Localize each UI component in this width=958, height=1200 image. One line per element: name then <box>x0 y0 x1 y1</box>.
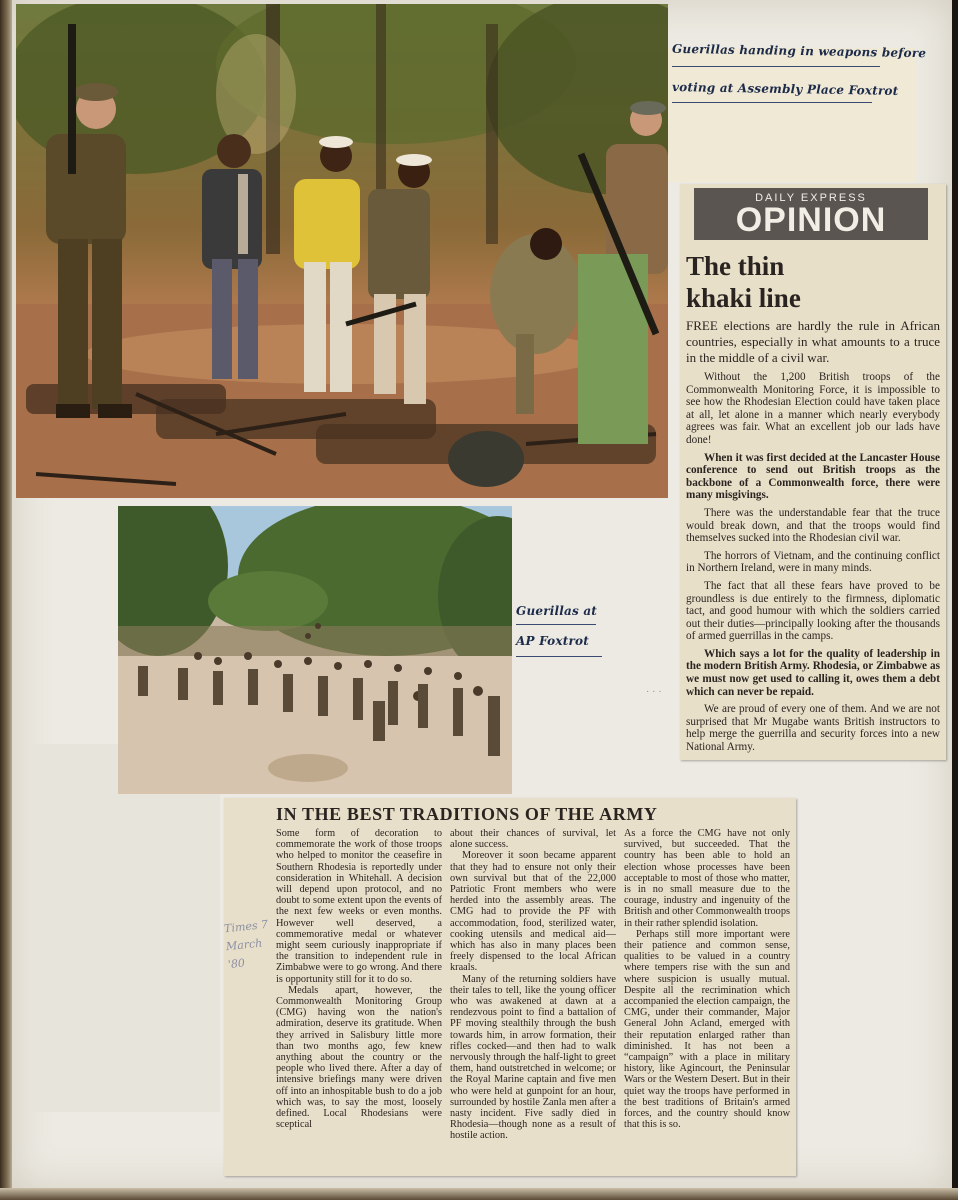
opinion-headline-line2: khaki line <box>686 283 801 313</box>
opinion-body <box>686 318 940 759</box>
opinion-banner <box>694 188 928 240</box>
stray-mark: · · · <box>646 686 662 697</box>
photo1-caption-line1: Guerillas handing in weapons before <box>671 41 927 61</box>
guerrillas-handing-in-weapons-photo <box>16 4 668 498</box>
opinion-paragraph: The fact that all these fears have proved to be groundless is due entirely to the firmness, diplomatic tact, and good humour with which the soldiers carried out their duties—principally looking after the thousands of armed guerrillas in the camps. <box>686 579 940 643</box>
caption-underline <box>516 624 596 625</box>
opinion-paragraph: Which says a lot for the quality of leadership in the modern British Army. Rhodesia, or Zimbabwe as we must now get used to calling it, owes them a debt which can never be repaid. <box>686 647 940 698</box>
traditions-paragraph: Moreover it soon became apparent that they had to ensure not only their own survival but that of the 22,000 Patriotic Front members who were herded into the assembly areas. The CMG had to provide the PF with accommodation, food, sterilized water, cooking utensils and medical aid—which has also in many places been freely dispensed to the local African kraals. <box>450 850 616 974</box>
photo2-caption-line1: Guerillas at <box>516 604 598 618</box>
guerrillas-at-assembly-point-photo <box>118 506 512 794</box>
photo2-caption-line2: AP Foxtrot <box>516 634 589 648</box>
opinion-paragraph: Without the 1,200 British troops of the Commonwealth Monitoring Force, it is impossible to see how the Rhodesian Election could have taken place at all, let alone in a manner which nearly everybody agrees was fair. What an excellent job our lads have done! <box>686 371 940 446</box>
traditions-paragraph: As a force the CMG have not only survived, but succeeded. That the country has been able to hold an election whose processes have been acceptable to most of those who matter, is in no small measure due to the courage, industry and ingenuity of the British and other Commonwealth troops in their rather splendid isolation. <box>624 828 790 929</box>
caption-underline <box>672 102 872 103</box>
opinion-paragraph: When it was first decided at the Lancaster House conference to send out British troops as the backbone of a Commonwealth force, there were many misgivings. <box>686 451 940 502</box>
opinion-clipping <box>680 184 946 760</box>
opinion-paragraph: There was the understandable fear that the truce would break down, and that the troops would find themselves sucked into the Rhodesian civil war. <box>686 506 940 545</box>
traditions-paragraph: Medals apart, however, the Commonwealth Monitoring Group (CMG) having won the nation's admiration, deserve its gratitude. When they arrived in Salisbury little more than two months ago, few knew anything about the country or the people who lived there. After a day of intensive briefings many were driven off into an inhospitable bush to do a job which was, to say the most, loosely defined. Local Rhodesians were sceptical <box>276 984 442 1131</box>
traditions-paragraph: Many of the returning soldiers have their tales to tell, like the young officer who was awakened at dawn at a rendezvous point to find a battalion of PF moving stealthily through the bush towards him, in arrow formation, their rifles cocked—and then had to walk nervously through the half-light to greet them, hand outstretched in welcome; or the Royal Marine captain and five men who were held at gunpoint for an hour, surrounded by hostile Zanla men after a nasty incident. Five sadly died in Rhodesia—though none as a result of hostile action. <box>450 973 616 1142</box>
traditions-clipping <box>224 798 796 1176</box>
margin-note: Times 7 March '80 <box>223 917 269 972</box>
traditions-column-3 <box>624 828 790 1170</box>
traditions-paragraph: Some form of decoration to commemorate the work of those troops who helped to monitor the ceasefire in Southern Rhodesia is reportedly under consideration in Whitehall. A decision will depend upon protocol, and no doubt to some extent upon the events of the next few weeks or even months. However well deserved, a commemorative medal or whatever might seem curiously inappropriate if the transition to independent rule in Zimbabwe were to go wrong. And there is opportunity still for it to do so. <box>276 828 442 985</box>
opinion-paragraph: FREE elections are hardly the rule in African countries, especially in what amounts to a truce in the middle of a civil war. <box>686 318 940 365</box>
caption-underline <box>516 656 602 657</box>
opinion-paragraph: The horrors of Vietnam, and the continuing conflict in Northern Ireland, were in many minds. <box>686 549 940 575</box>
traditions-column-2 <box>450 828 616 1170</box>
opinion-kicker: DAILY EXPRESS <box>755 192 867 204</box>
album-bottom-edge <box>0 1188 958 1200</box>
opinion-paragraph: We are proud of every one of them. And we are not surprised that Mr Mugabe wants British instructors to help merge the guerrilla and security forces into a new National Army. <box>686 703 940 754</box>
opinion-headline-line1: The thin <box>686 251 785 281</box>
traditions-columns <box>276 828 790 1170</box>
faint-backing-sheet <box>30 744 220 1112</box>
opinion-headline <box>686 250 936 314</box>
photo1-caption-line2: voting at Assembly Place Foxtrot <box>671 80 899 98</box>
opinion-banner-word: OPINION <box>735 201 887 239</box>
spine-lettering <box>1 560 11 960</box>
traditions-headline: IN THE BEST TRADITIONS OF THE ARMY <box>276 804 658 824</box>
caption-underline <box>672 66 880 67</box>
traditions-paragraph: Perhaps still more important were their patience and common sense, qualities to be valued in a country where tempers rise with the sun and where suspicion is usually mutual. Despite all the recrimination which accompanied the election campaign, the CMG, under their commander, Major General John Acland, emerged with their reputation enlarged rather than diminished. It has not been a “campaign” with a place in military history, like Agincourt, the Peninsular Wars or the Western Desert. But in their quiet way the troops have performed in the best traditions of Britain's armed forces, and the country should know that this is so. <box>624 928 790 1131</box>
caption-backing-paper <box>668 48 916 182</box>
traditions-paragraph: about their chances of survival, let alone success. <box>450 828 616 851</box>
traditions-column-1 <box>276 828 442 1170</box>
